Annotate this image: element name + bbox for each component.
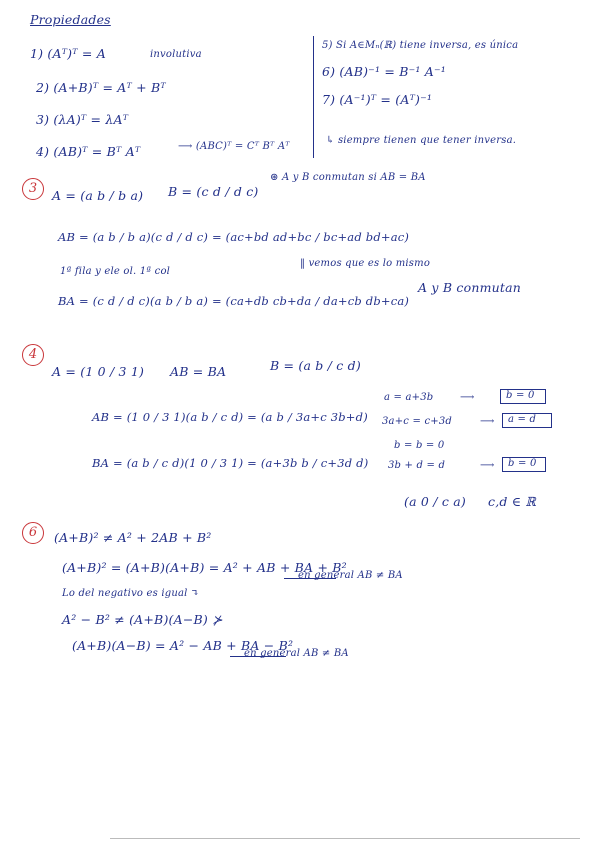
ex4-eq-1-result: b = 0 bbox=[506, 390, 535, 401]
property-1-note: involutiva bbox=[150, 49, 202, 60]
property-3: 3) (λA)ᵀ = λAᵀ bbox=[36, 112, 129, 127]
ex4-condition: AB = BA bbox=[170, 364, 227, 379]
ex4-ba-product: BA = (a b / c d)(1 0 / 3 1) = (a+3b b / c+3d d) bbox=[92, 456, 369, 470]
column-divider bbox=[313, 36, 314, 158]
ex4-ab-product: AB = (1 0 / 3 1)(a b / c d) = (a b / 3a+c 3b+d) bbox=[92, 410, 368, 424]
ex4-solution: (a 0 / c a) bbox=[404, 494, 466, 509]
property-1: 1) (Aᵀ)ᵀ = A bbox=[30, 46, 106, 61]
ex4-eq-4: 3b + d = d bbox=[388, 460, 446, 471]
exercise-6-number: 6 bbox=[22, 522, 44, 544]
ex6-line-3: Lo del negativo es igual ↴ bbox=[62, 588, 200, 599]
ex6-line-2-note: en general AB ≠ BA bbox=[298, 570, 403, 581]
property-note: ↳ siempre tienen que tener inversa. bbox=[326, 135, 517, 146]
ex4-solution-note: c,d ∈ ℝ bbox=[488, 494, 536, 509]
ex4-eq-3: b = b = 0 bbox=[394, 440, 445, 451]
ex3-ab-note: 1ª fila y ele ol. 1ª col bbox=[60, 266, 171, 277]
ex4-eq-2: 3a+c = c+3d bbox=[382, 416, 452, 427]
ex4-eq-2-arrow: ⟶ bbox=[480, 416, 495, 427]
ex3-note: ⊛ A y B conmutan si AB = BA bbox=[270, 172, 426, 183]
property-7: 7) (A⁻¹)ᵀ = (Aᵀ)⁻¹ bbox=[322, 92, 433, 107]
property-4: 4) (AB)ᵀ = Bᵀ Aᵀ bbox=[36, 144, 141, 159]
ex4-eq-4-result: b = 0 bbox=[508, 458, 537, 469]
exercise-4-number: 4 bbox=[22, 344, 44, 366]
ex3-conclusion: A y B conmutan bbox=[418, 280, 522, 295]
ex3-middle-note: ‖ vemos que es lo mismo bbox=[300, 258, 431, 269]
ex4-eq-1-arrow: ⟶ bbox=[460, 392, 475, 403]
ex3-matrix-b: B = (c d / d c) bbox=[168, 184, 259, 199]
ex4-matrix-b: B = (a b / c d) bbox=[270, 358, 361, 373]
property-5: 5) Si A∈Mₙ(ℝ) tiene inversa, es única bbox=[322, 40, 519, 51]
page-bottom-line bbox=[110, 838, 580, 839]
ex6-line-1: (A+B)² ≠ A² + 2AB + B² bbox=[54, 530, 212, 545]
ex4-eq-2-result: a = d bbox=[508, 414, 537, 425]
ex6-line-2: (A+B)² = (A+B)(A+B) = A² + AB + BA + B² bbox=[62, 560, 347, 575]
ex4-eq-1: a = a+3b bbox=[384, 392, 434, 403]
ex6-line-4: A² − B² ≠ (A+B)(A−B) ⊁ bbox=[62, 612, 223, 627]
property-2: 2) (A+B)ᵀ = Aᵀ + Bᵀ bbox=[36, 80, 166, 95]
ex4-matrix-a: A = (1 0 / 3 1) bbox=[52, 364, 145, 379]
ex3-ab-product: AB = (a b / b a)(c d / d c) = (ac+bd ad+bc / bc+ad bd+ac) bbox=[58, 230, 410, 244]
property-4-note: ⟶ (ABC)ᵀ = Cᵀ Bᵀ Aᵀ bbox=[178, 141, 290, 152]
property-6: 6) (AB)⁻¹ = B⁻¹ A⁻¹ bbox=[322, 64, 447, 79]
ex4-eq-4-arrow: ⟶ bbox=[480, 460, 495, 471]
ex3-matrix-a: A = (a b / b a) bbox=[52, 188, 144, 203]
ex6-line-5-note: en general AB ≠ BA bbox=[244, 648, 349, 659]
ex3-ba-product: BA = (c d / d c)(a b / b a) = (ca+db cb+da / da+cb db+ca) bbox=[58, 294, 410, 308]
ex6-line-5: (A+B)(A−B) = A² − AB + BA − B² bbox=[72, 638, 294, 653]
exercise-3-number: 3 bbox=[22, 178, 44, 200]
page-title: Propiedades bbox=[30, 12, 111, 27]
